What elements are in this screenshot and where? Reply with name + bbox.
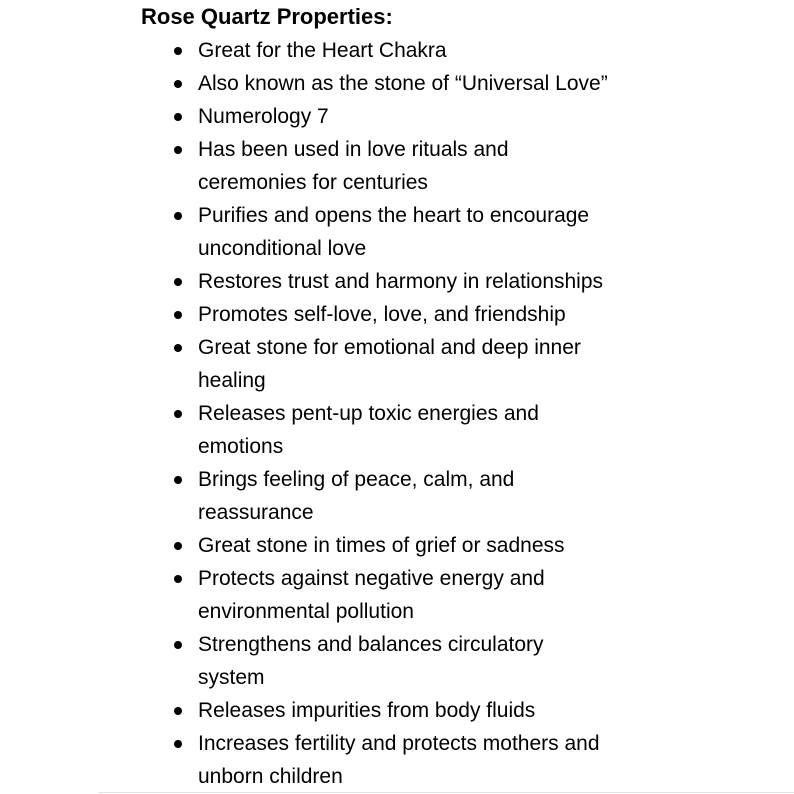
bullet-icon xyxy=(174,311,182,319)
list-item-text: system xyxy=(198,666,265,689)
list-item-text: environmental pollution xyxy=(198,600,414,623)
list-item-text: Purifies and opens the heart to encourage xyxy=(198,204,590,227)
list-item-text: Brings feeling of peace, calm, and xyxy=(198,468,515,491)
bullet-icon xyxy=(174,344,182,352)
list-item-text: emotions xyxy=(198,435,284,458)
bullet-icon xyxy=(174,476,182,484)
list-item-text: Releases impurities from body fluids xyxy=(198,699,536,722)
page-title: Rose Quartz Properties: xyxy=(141,4,393,29)
bullet-icon xyxy=(174,113,182,121)
bullet-icon xyxy=(174,641,182,649)
bullet-icon xyxy=(174,740,182,748)
list-item-text: Has been used in love rituals and xyxy=(198,138,509,161)
list-item-text: unconditional love xyxy=(198,237,367,260)
bullet-icon xyxy=(174,212,182,220)
list-item-text: Numerology 7 xyxy=(198,105,329,128)
list-item-text: Great stone for emotional and deep inner xyxy=(198,336,581,359)
list-item-text: Great stone in times of grief or sadness xyxy=(198,534,565,557)
bullet-icon xyxy=(174,575,182,583)
list-item-text: Great for the Heart Chakra xyxy=(198,39,447,62)
bullet-icon xyxy=(174,410,182,418)
list-item-text: Restores trust and harmony in relationships xyxy=(198,270,604,293)
list-item-text: Also known as the stone of “Universal Love” xyxy=(198,72,608,95)
list-item-text: unborn children xyxy=(198,765,343,788)
bullet-icon xyxy=(174,80,182,88)
bullet-icon xyxy=(174,542,182,550)
bullet-icon xyxy=(174,278,182,286)
bullet-icon xyxy=(174,707,182,715)
bullet-icon xyxy=(174,146,182,154)
list-item-text: Increases fertility and protects mothers and xyxy=(198,732,600,755)
list-item-text: Protects against negative energy and xyxy=(198,567,545,590)
list-item-text: reassurance xyxy=(198,501,314,524)
list-item-text: Strengthens and balances circulatory xyxy=(198,633,544,656)
list-item-text: Releases pent-up toxic energies and xyxy=(198,402,539,425)
list-item-text: ceremonies for centuries xyxy=(198,171,428,194)
bullet-icon xyxy=(174,47,182,55)
list-item-text: healing xyxy=(198,369,266,392)
bottom-divider xyxy=(98,792,794,793)
list-item-text: Promotes self-love, love, and friendship xyxy=(198,303,566,326)
